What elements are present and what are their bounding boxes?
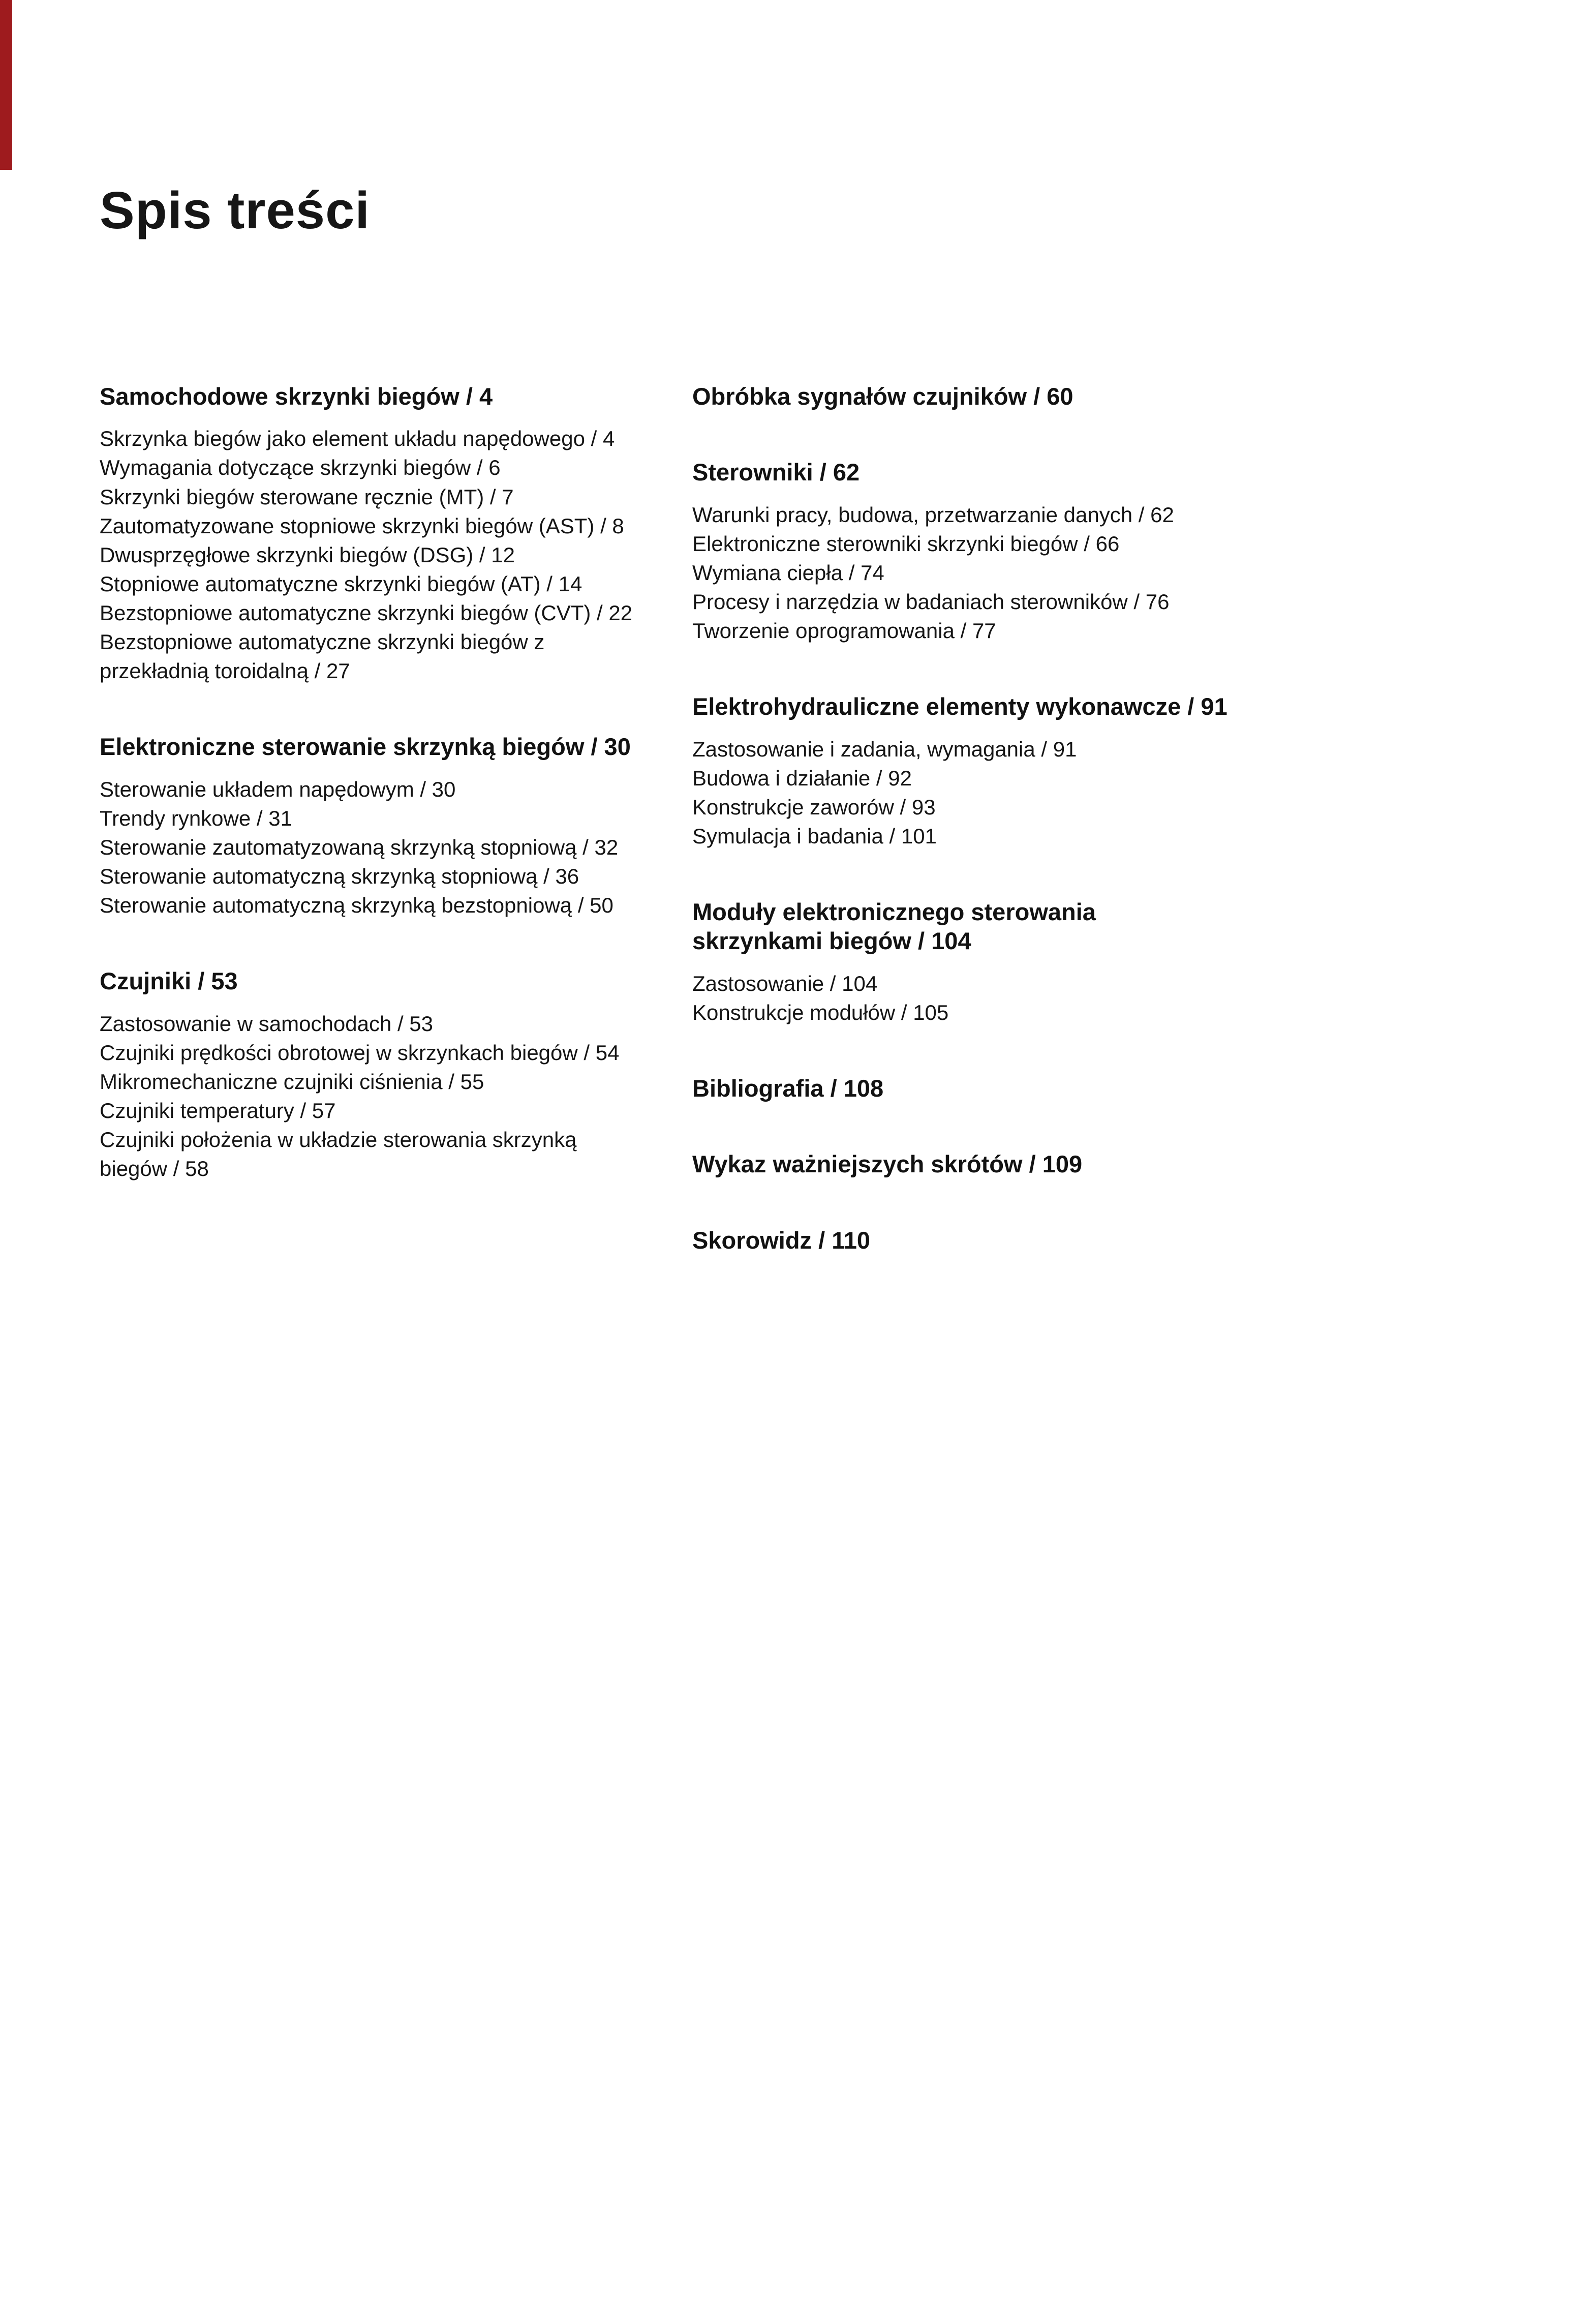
- toc-item: Bezstopniowe automatyczne skrzynki biegów (CVT) / 22: [100, 600, 633, 625]
- toc-section-bibliografia: [692, 1074, 1231, 1103]
- toc-section-obrobka-sygnalow: [692, 382, 1231, 411]
- toc-item: Czujniki temperatury / 57: [100, 1098, 336, 1123]
- toc-section-elektrohydrauliczne: [692, 692, 1231, 851]
- toc-item: Zautomatyzowane stopniowe skrzynki biegów (AST) / 8: [100, 513, 624, 538]
- toc-item: Czujniki położenia w układzie sterowania skrzynką biegów / 58: [100, 1127, 577, 1181]
- toc-item: Konstrukcje zaworów / 93: [692, 795, 936, 819]
- toc-item: Konstrukcje modułów / 105: [692, 1000, 949, 1024]
- toc-item: Procesy i narzędzia w badaniach sterowników / 76: [692, 589, 1170, 614]
- section-heading: Samochodowe skrzynki biegów / 4: [100, 383, 493, 410]
- toc-item: Trendy rynkowe / 31: [100, 806, 292, 830]
- toc-section-sterowniki: [692, 458, 1231, 645]
- section-heading: Sterowniki / 62: [692, 459, 860, 486]
- toc-item: Skrzynka biegów jako element układu napędowego / 4: [100, 427, 615, 451]
- section-heading: Bibliografia / 108: [692, 1074, 884, 1102]
- toc-item: Zastosowanie i zadania, wymagania / 91: [692, 737, 1077, 761]
- toc-item: Mikromechaniczne czujniki ciśnienia / 55: [100, 1069, 484, 1094]
- toc-item: Stopniowe automatyczne skrzynki biegów (AT) / 14: [100, 571, 582, 596]
- section-heading: Elektrohydrauliczne elementy wykonawcze / 91: [692, 693, 1227, 720]
- toc-item: Symulacja i badania / 101: [692, 824, 937, 848]
- toc-item: Tworzenie oprogramowania / 77: [692, 619, 996, 643]
- section-heading: Elektroniczne sterowanie skrzynką biegów / 30: [100, 733, 631, 761]
- toc-right-column: [692, 382, 1231, 1301]
- section-heading: Czujniki / 53: [100, 967, 238, 995]
- toc-section-moduly-elektronicznego: [692, 897, 1231, 1027]
- toc-item: Skrzynki biegów sterowane ręcznie (MT) / 7: [100, 484, 514, 509]
- toc-item: Sterowanie automatyczną skrzynką stopniową / 36: [100, 864, 579, 888]
- toc-item: Bezstopniowe automatyczne skrzynki biegów z przekładnią toroidalną / 27: [100, 630, 545, 683]
- toc-item: Sterowanie układem napędowym / 30: [100, 777, 456, 801]
- toc-item: Dwusprzęgłowe skrzynki biegów (DSG) / 12: [100, 542, 515, 567]
- section-heading: Obróbka sygnałów czujników / 60: [692, 383, 1073, 410]
- toc-columns: [100, 382, 1596, 1301]
- page-title: Spis treści: [100, 181, 370, 239]
- toc-item: Wymiana ciepła / 74: [692, 560, 884, 585]
- toc-left-column: [100, 382, 649, 1230]
- toc-section-skorowidz: [692, 1226, 1231, 1255]
- toc-item: Sterowanie zautomatyzowaną skrzynką stopniową / 32: [100, 835, 619, 859]
- toc-section-wykaz-skrotow: [692, 1149, 1231, 1178]
- toc-section-samochodowe-skrzynki: [100, 382, 649, 685]
- toc-section-elektroniczne-sterowanie: [100, 732, 649, 920]
- section-heading: Skorowidz / 110: [692, 1226, 871, 1254]
- toc-item: Wymagania dotyczące skrzynki biegów / 6: [100, 456, 501, 480]
- toc-section-czujniki: [100, 966, 649, 1183]
- toc-item: Warunki pracy, budowa, przetwarzanie danych / 62: [692, 502, 1174, 527]
- toc-item: Czujniki prędkości obrotowej w skrzynkach biegów / 54: [100, 1040, 620, 1065]
- toc-item: Sterowanie automatyczną skrzynką bezstopniową / 50: [100, 893, 613, 918]
- section-heading: Wykaz ważniejszych skrótów / 109: [692, 1150, 1083, 1178]
- toc-item: Budowa i działanie / 92: [692, 766, 912, 790]
- toc-item: Zastosowanie / 104: [692, 971, 878, 995]
- toc-item: Elektroniczne sterowniki skrzynki biegów / 66: [692, 531, 1120, 556]
- toc-item: Zastosowanie w samochodach / 53: [100, 1011, 434, 1036]
- section-heading: Moduły elektronicznego sterowania skrzynkami biegów / 104: [692, 898, 1096, 955]
- page-edge-red-stripe: [0, 0, 12, 170]
